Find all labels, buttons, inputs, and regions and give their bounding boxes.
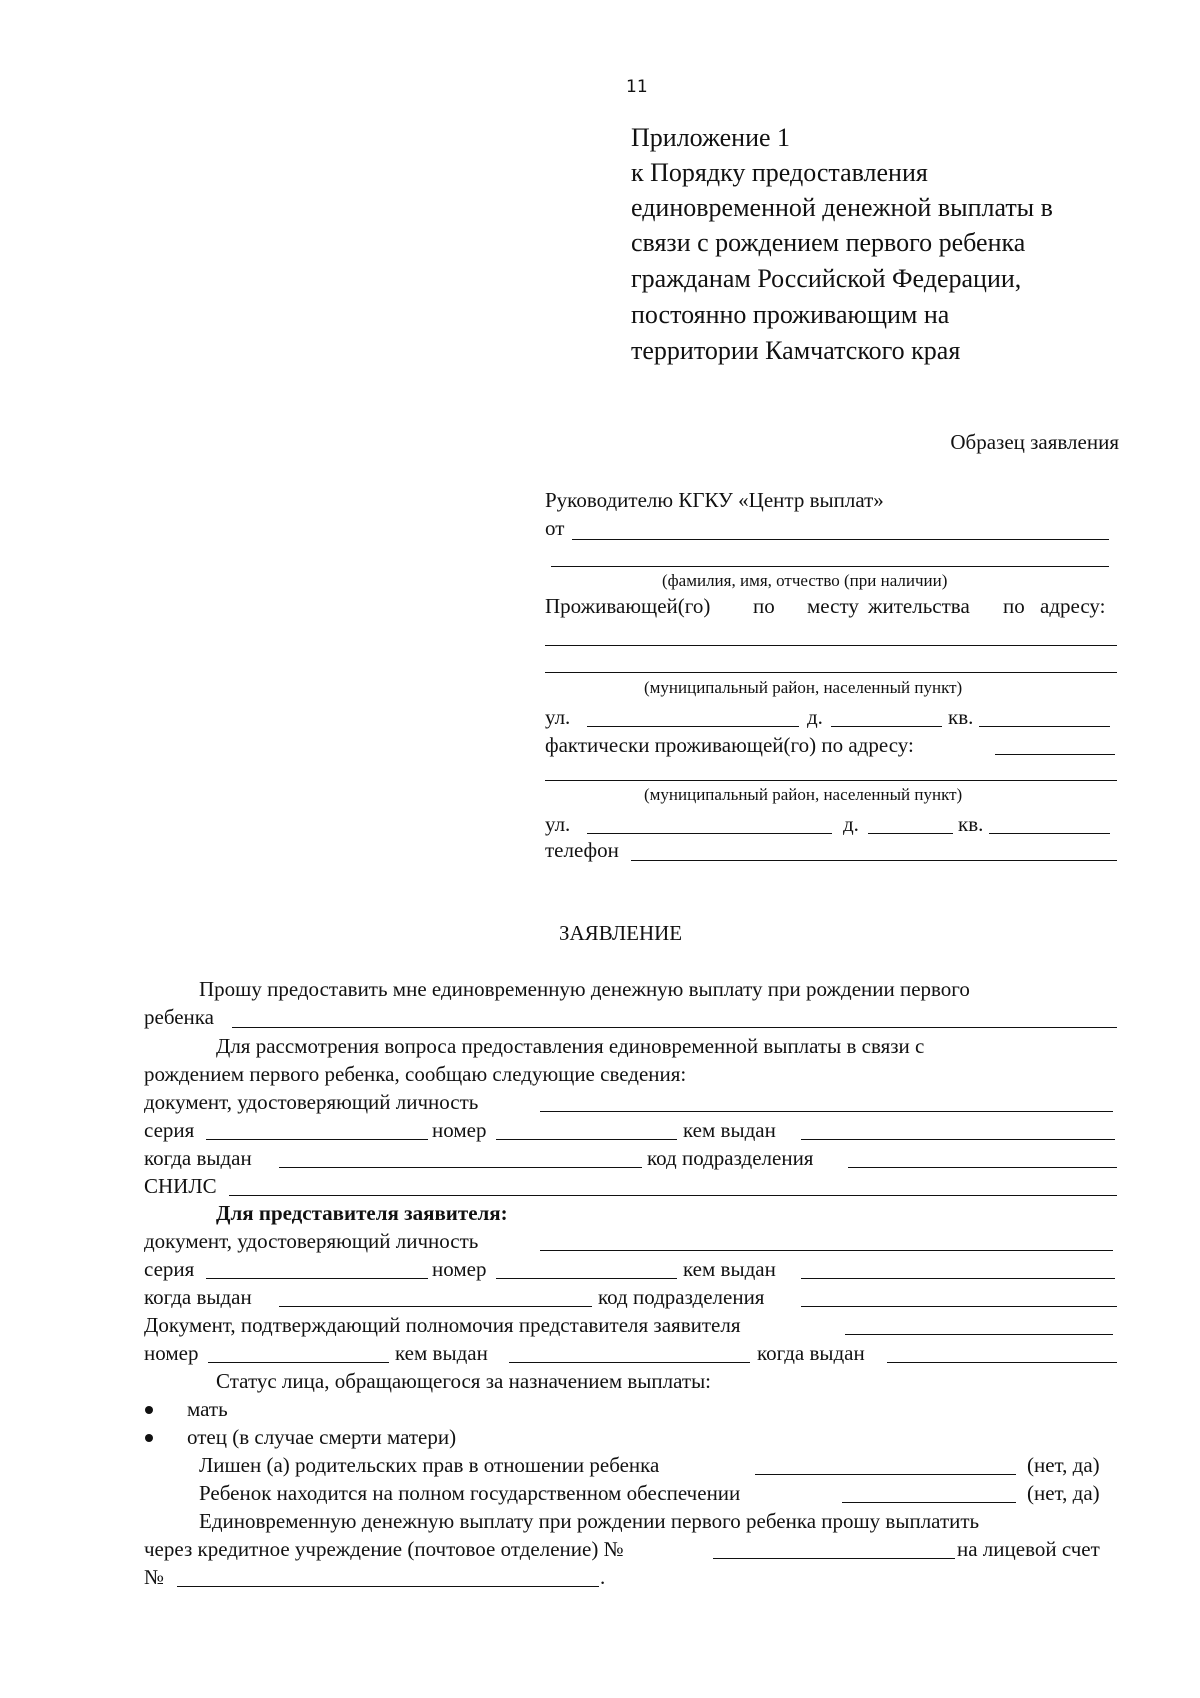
appendix-line: Приложение 1 bbox=[631, 123, 791, 152]
residence-word: адресу: bbox=[1040, 594, 1106, 618]
authority-issued-by-field[interactable] bbox=[509, 1362, 750, 1363]
rep-series-field[interactable] bbox=[206, 1278, 428, 1279]
street-label: ул. bbox=[545, 705, 571, 729]
id-doc-label: документ, удостоверяющий личность bbox=[144, 1090, 479, 1114]
from-label: от bbox=[545, 516, 565, 540]
bullet-icon bbox=[145, 1434, 153, 1442]
appendix-line: гражданам Российской Федерации, bbox=[631, 264, 1022, 293]
authority-doc-label: Документ, подтверждающий полномочия представителя заявителя bbox=[144, 1313, 741, 1337]
addressee-to: Руководителю КГКУ «Центр выплат» bbox=[545, 488, 884, 512]
from-field[interactable] bbox=[572, 539, 1109, 540]
rep-dept-code-field[interactable] bbox=[801, 1306, 1117, 1307]
rep-dept-code-label: код подразделения bbox=[598, 1285, 765, 1309]
payment-line-2b: на лицевой счет bbox=[957, 1537, 1100, 1561]
account-no-label: № bbox=[144, 1565, 165, 1589]
payment-line-1: Единовременную денежную выплату при рождении первого ребенка прошу выплатить bbox=[199, 1509, 980, 1533]
status-option-father[interactable]: отец (в случае смерти матери) bbox=[187, 1425, 457, 1449]
appendix-line: связи с рождением первого ребенка bbox=[631, 228, 1026, 257]
authority-issued-when-field[interactable] bbox=[887, 1362, 1117, 1363]
residence-word: по bbox=[1003, 594, 1025, 618]
rep-issued-by-field[interactable] bbox=[801, 1278, 1115, 1279]
authority-number-label: номер bbox=[144, 1341, 199, 1365]
sample-label: Образец заявления bbox=[950, 430, 1119, 454]
status-label: Статус лица, обращающегося за назначением выплаты: bbox=[216, 1369, 712, 1393]
street-field[interactable] bbox=[587, 726, 799, 727]
issued-by-label: кем выдан bbox=[683, 1118, 776, 1142]
id-doc-field[interactable] bbox=[540, 1111, 1113, 1112]
dept-code-field[interactable] bbox=[848, 1167, 1117, 1168]
authority-issued-when-label: когда выдан bbox=[757, 1341, 865, 1365]
residence-word: Проживающей(го) bbox=[545, 594, 711, 618]
account-number-field[interactable] bbox=[177, 1586, 599, 1587]
page-number: 11 bbox=[626, 77, 648, 97]
residence-field[interactable] bbox=[545, 645, 1117, 646]
authority-number-field[interactable] bbox=[208, 1362, 389, 1363]
request-line-2: ребенка bbox=[144, 1005, 214, 1029]
house-label-2: д. bbox=[843, 812, 859, 836]
authority-issued-by-label: кем выдан bbox=[395, 1341, 488, 1365]
representative-heading: Для представителя заявителя: bbox=[216, 1201, 508, 1225]
issued-by-field[interactable] bbox=[801, 1139, 1115, 1140]
child-field[interactable] bbox=[232, 1027, 1117, 1028]
rep-issued-by-label: кем выдан bbox=[683, 1257, 776, 1281]
document-title: ЗАЯВЛЕНИЕ bbox=[559, 921, 683, 945]
rep-id-doc-field[interactable] bbox=[540, 1250, 1113, 1251]
house-label: д. bbox=[807, 705, 823, 729]
house-field[interactable] bbox=[831, 726, 942, 727]
end-period: . bbox=[600, 1565, 606, 1589]
district-hint-2: (муниципальный район, населенный пункт) bbox=[644, 785, 963, 804]
residence-word: по bbox=[753, 594, 775, 618]
status-option-mother[interactable]: мать bbox=[187, 1397, 228, 1421]
appendix-line: постоянно проживающим на bbox=[631, 300, 950, 329]
number-label: номер bbox=[432, 1118, 487, 1142]
rep-issued-when-label: когда выдан bbox=[144, 1285, 252, 1309]
payment-line-2a: через кредитное учреждение (почтовое отделение) № bbox=[144, 1537, 624, 1561]
number-field[interactable] bbox=[496, 1139, 677, 1140]
appendix-line: территории Камчатского края bbox=[631, 336, 961, 365]
snils-field[interactable] bbox=[229, 1195, 1117, 1196]
state-care-yes-no: (нет, да) bbox=[1027, 1481, 1100, 1505]
snils-label: СНИЛС bbox=[144, 1174, 217, 1198]
request-line-1: Прошу предоставить мне единовременную денежную выплату при рождении первого bbox=[199, 977, 970, 1001]
info-line-2: рождением первого ребенка, сообщаю следующие сведения: bbox=[144, 1062, 687, 1086]
rep-id-doc-label: документ, удостоверяющий личность bbox=[144, 1229, 479, 1253]
from-field-line2[interactable] bbox=[551, 566, 1109, 567]
apt-field[interactable] bbox=[979, 726, 1110, 727]
apt-label-2: кв. bbox=[958, 812, 984, 836]
series-field[interactable] bbox=[206, 1139, 428, 1140]
state-care-label: Ребенок находится на полном государственном обеспечении bbox=[199, 1481, 741, 1505]
rep-issued-when-field[interactable] bbox=[279, 1306, 592, 1307]
rep-series-label: серия bbox=[144, 1257, 195, 1281]
appendix-line: к Порядку предоставления bbox=[631, 158, 928, 187]
deprived-label: Лишен (а) родительских прав в отношении ребенка bbox=[199, 1453, 660, 1477]
state-care-field[interactable] bbox=[842, 1502, 1016, 1503]
rep-number-label: номер bbox=[432, 1257, 487, 1281]
dept-code-label: код подразделения bbox=[647, 1146, 814, 1170]
apt-field-2[interactable] bbox=[989, 833, 1110, 834]
deprived-field[interactable] bbox=[755, 1474, 1016, 1475]
credit-institution-field[interactable] bbox=[713, 1558, 955, 1559]
street-label-2: ул. bbox=[545, 812, 571, 836]
issued-when-field[interactable] bbox=[279, 1167, 642, 1168]
fio-hint: (фамилия, имя, отчество (при наличии) bbox=[662, 571, 948, 590]
appendix-line: единовременной денежной выплаты в bbox=[631, 193, 1053, 222]
apt-label: кв. bbox=[948, 705, 974, 729]
actual-address-field[interactable] bbox=[995, 754, 1115, 755]
info-line-1: Для рассмотрения вопроса предоставления единовременной выплаты в связи с bbox=[216, 1034, 925, 1058]
series-label: серия bbox=[144, 1118, 195, 1142]
house-field-2[interactable] bbox=[868, 833, 953, 834]
residence-word: жительства bbox=[868, 594, 970, 618]
residence-word: месту bbox=[807, 594, 859, 618]
phone-field[interactable] bbox=[631, 860, 1117, 861]
phone-label: телефон bbox=[545, 838, 619, 862]
authority-doc-field[interactable] bbox=[845, 1334, 1113, 1335]
street-field-2[interactable] bbox=[587, 833, 832, 834]
actual-address-label: фактически проживающей(го) по адресу: bbox=[545, 733, 914, 757]
issued-when-label: когда выдан bbox=[144, 1146, 252, 1170]
rep-number-field[interactable] bbox=[496, 1278, 677, 1279]
district-hint: (муниципальный район, населенный пункт) bbox=[644, 678, 963, 697]
residence-field-line2[interactable] bbox=[545, 672, 1117, 673]
actual-address-field-line2[interactable] bbox=[545, 780, 1117, 781]
bullet-icon bbox=[145, 1406, 153, 1414]
deprived-yes-no: (нет, да) bbox=[1027, 1453, 1100, 1477]
